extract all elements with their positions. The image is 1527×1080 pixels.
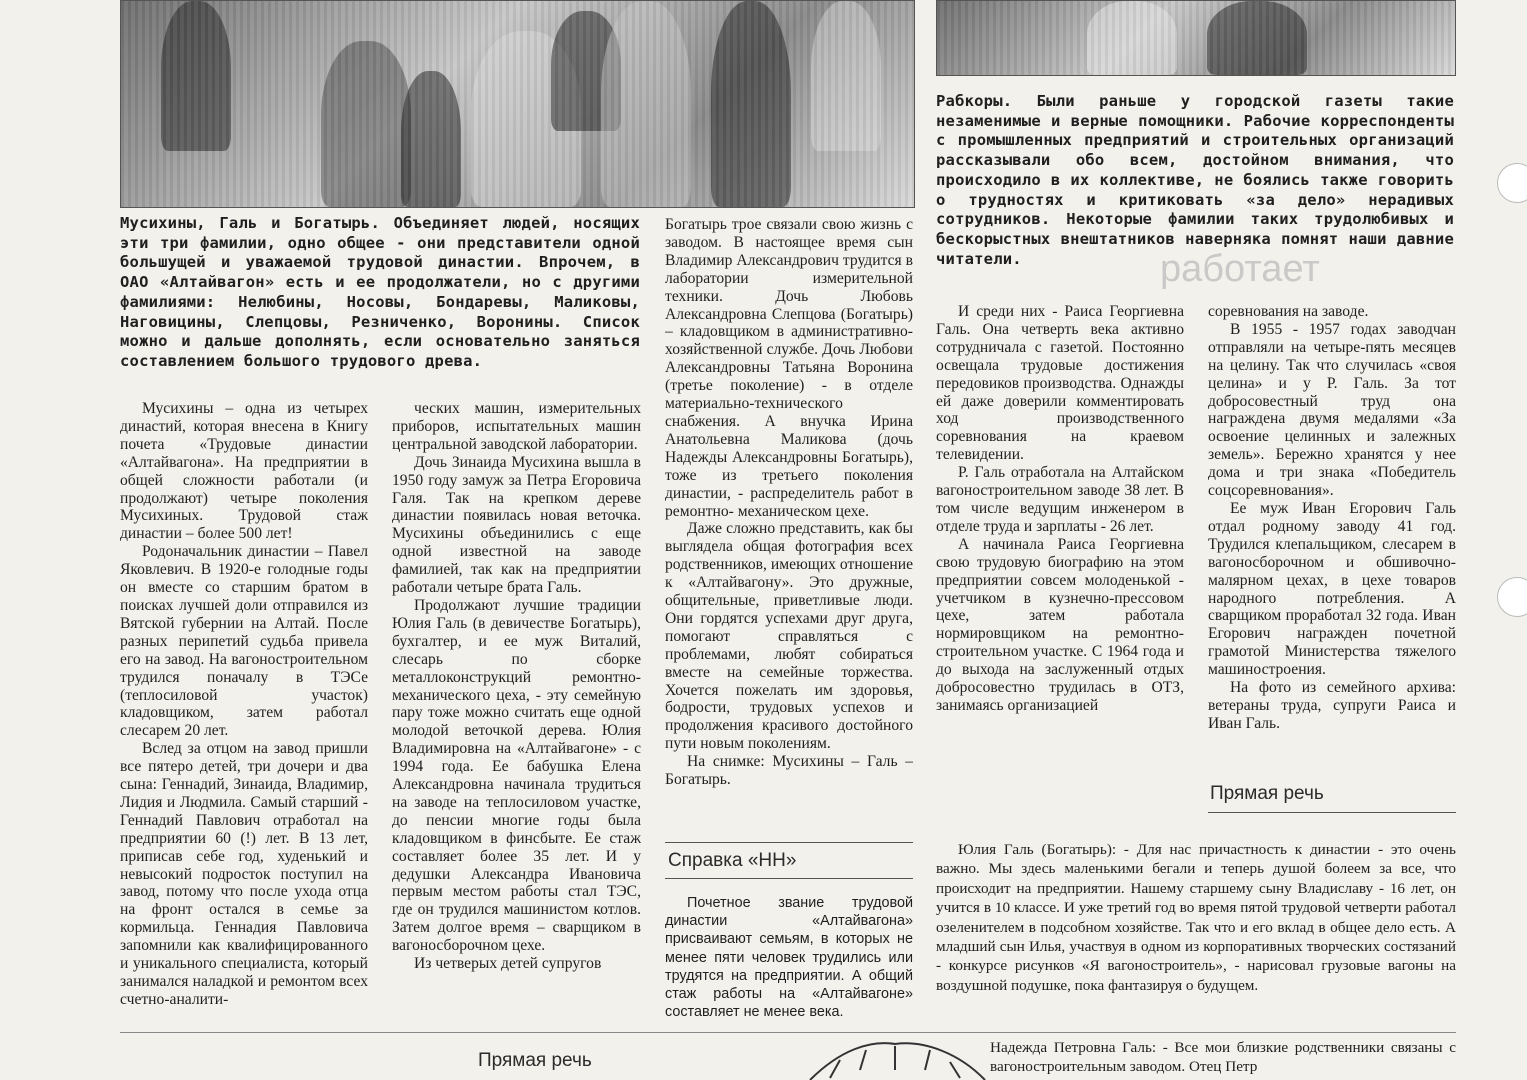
paragraph: Ее муж Иван Егорович Галь отдал родному заводу 41 год. Трудился клепальщиком, слесарем в вагоносборочном и обшивочно-малярном цехах, в цехе товаров народного потребления. А сварщиком проработал 32 года. Иван Егорович награжден почетной грамотой Министерства тяжелого машиностроения. xyxy=(1208,499,1456,679)
article-column-1 xyxy=(120,400,368,1026)
spravka-text: Почетное звание трудовой династии «Алтайвагона» присваивают семьям, в которых не менее пяти человек трудились или трудятся на предприятии. А общий стаж работы на «Алтайвагоне» составляет не менее века. xyxy=(665,895,913,1021)
direct-speech-rule xyxy=(1208,812,1456,813)
couple-photo xyxy=(936,0,1456,76)
paragraph: Даже сложно представить, как бы выглядела общая фотография всех родственников, имеющих отношение к «Алтайвагону». Это дружные, общительные, приветливые люди. Они гордятся успехами друг друга, помогают справляться с проблемами, любят собираться вместе на семейные торжества. Хочется пожелать им здоровья, бодрости, трудовых успехов и продолжения красивого достойного пути новым поколениям. xyxy=(665,520,913,753)
paragraph: соревнования на заводе. xyxy=(1208,303,1369,320)
article-column-2 xyxy=(392,400,641,1026)
paragraph: ческих машин, измерительных приборов, испытательных машин центральной заводской лаборатории. xyxy=(392,400,641,453)
lead-paragraph-left: Мусихины, Галь и Богатырь. Объединяет людей, носящих эти три фамилии, одно общее - они представители одной большущей и уважаемой трудовой династии. Впрочем, в ОАО «Алтайвагон» есть и ее продолжатели, но с другими фамилиями: Нелюбины, Носовы, Бондаревы, Маликовы, Наговицины, Слепцовы, Резниченко, Воронины. Список можно и дальше дополнять, если основательно заняться составлением большого трудового древа. xyxy=(120,214,640,370)
article-column-5 xyxy=(1208,303,1456,743)
paragraph: Из четверых детей супругов xyxy=(414,955,602,973)
bottom-rule xyxy=(120,1032,1456,1033)
direct-speech-text: Юлия Галь (Богатырь): - Для нас причастность к династии - это очень важно. Мы здесь маленькими бегали и теперь душой болеем за все, что происходит на предприятии. Нашему старшему сыну Владиславу - 16 лет, он учится в 10 классе. И уже третий год во время пятой трудовой четверти работал озеленителем в подсобном хозяйстве. Так что и его вклад в общее дело есть. А младший сын Илья, участвуя в одном из корпоративных творческих состязаний - конкурсе рисунков «Я вагоностроитель», - нарисовал грузовые вагоны на воздушной подушке, пока фантазируя о будущем. xyxy=(936,841,1456,994)
direct-speech-heading: Прямая речь xyxy=(1210,783,1324,804)
article-column-4 xyxy=(936,303,1184,743)
article-column-3 xyxy=(665,216,913,828)
photo-caption: На фото из семейного архива: ветераны труда, супруги Раиса и Иван Галь. xyxy=(1208,679,1456,732)
paragraph: И среди них - Раиса Георгиевна Галь. Она четверть века активно сотрудничала с газетой. Постоянно освещала трудовые достижения передовиков производства. Однажды ей даже доверили комментировать ход производственного соревнования на краевом телевидении. xyxy=(936,303,1184,464)
lead-paragraph-right: Рабкоры. Были раньше у городской газеты такие незаменимые и верные помощники. Рабочие корреспонденты с промышленных предприятий и строительных организаций рассказывали обо всем, достойном внимания, что происходило в их коллективе, не боялись также говорить о трудностях и критиковать «за дело» нерадивых сотрудников. Некоторые фамилии таких трудолюбивых и бескорыстных внештатников наверняка помнят наши давние читатели. xyxy=(936,92,1454,268)
spravka-heading: Справка «НН» xyxy=(668,850,797,871)
paragraph: А начинала Раиса Георгиевна свою трудовую биографию на этом предприятии совсем молоденькой - учетчиком в кузнечно-прессовом цехе, затем работала нормировщиком на ремонтно-строительном участке. С 1964 года и до выхода на заслуженный отдых добросовестно трудилась в ОТЗ, занимаясь организацией xyxy=(936,535,1184,714)
direct-speech-2-text: Надежда Петровна Галь: - Все мои близкие родственники связаны с вагоностроительным заводом. Отец Петр xyxy=(990,1039,1456,1076)
paragraph: Р. Галь отработала на Алтайском вагоностроительном заводе 38 лет. В том числе ведущим инженером в отделе труда и зарплаты - 26 лет. xyxy=(936,464,1184,535)
paragraph: Мусихины – одна из четырех династий, которая внесена в Книгу почета «Трудовые династии «Алтайвагона». На предприятии в общей сложности работали (и продолжают) четыре поколения Мусихиных. Трудовой стаж династии – более 500 лет! xyxy=(120,400,368,543)
paragraph: Дочь Зинаида Мусихина вышла в 1950 году замуж за Петра Егоровича Галя. Так на крепком дереве династии появилась новая веточка. Мусихины объединились с еще одной известной на заводе фамилией, так как на предприятии работали четыре брата Галь. xyxy=(392,453,641,597)
family-photo xyxy=(120,0,915,208)
spravka-heading-rule xyxy=(665,878,913,879)
spravka-top-rule xyxy=(665,842,913,843)
paragraph: Богатырь трое связали свою жизнь с заводом. В настоящее время сын Владимир Александрович трудится в лаборатории измерительной техники. Дочь Любовь Александровна Слепцова (Богатырь) – кладовщиком в административно-хозяйственной службе. Дочь Любови Александровны Татьяна Воронина (третье поколение) - в отделе материально-технического снабжения. А внучка Ирина Анатольевна Маликова (дочь Надежды Александровны Богатырь), тоже из третьего поколения династии, - распределитель работ в ремонтно- механическом цехе. xyxy=(665,216,913,520)
punch-hole xyxy=(1497,577,1527,617)
paragraph: В 1955 - 1957 годах заводчан отправляли на четыре-пять месяцев на целину. Так что случилась «своя целина» и у Р. Галь. За тот добросовестный труд она награждена двумя медалями «За освоение целинных и залежных земель». Бережно хранятся у нее дома и три знака «Победитель соцсоревнования». xyxy=(1208,320,1456,500)
paragraph: Вслед за отцом на завод пришли все пятеро детей, три дочери и два сына: Геннадий, Зинаида, Владимир, Лидия и Людмила. Самый старший - Геннадий Павлович отработал на предприятии 60 (!) лет. В 13 лет, приписав себе год, худенький и невысокий подросток поступил на завод, потому что после ухода отца на фронт остался в семье за кормильца. Геннадия Павловича запомнили как квалифицированного и уникального специалиста, который занимался наладкой и ремонтом всех счетно-аналити- xyxy=(120,740,368,1008)
direct-speech-2-heading: Прямая речь xyxy=(478,1050,592,1071)
bleed-through-text: работает xyxy=(1160,248,1320,290)
photo-caption: На снимке: Мусихины – Галь –Богатырь. xyxy=(665,753,913,789)
punch-hole xyxy=(1497,163,1527,203)
tree-illustration xyxy=(800,1040,990,1080)
paragraph: Родоначальник династии – Павел Яковлевич. В 1920-е голодные годы он вместе со старшим братом в поисках лучшей доли отправился из Вятской губернии на Алтай. После разных перипетий судьба привела его на завод. На вагоностроительном трудился поначалу в ТЭСе (теплосиловой участок) кладовщиком, затем работал слесарем 20 лет. xyxy=(120,543,368,740)
paragraph: Продолжают лучшие традиции Юлия Галь (в девичестве Богатырь), бухгалтер, и ее муж Виталий, слесарь по сборке металлоконструкций ремонтно-механического цеха, - эту семейную пару тоже можно считать еще одной молодой веточкой дерева. Юлия Владимировна на «Алтайвагоне» - с 1994 года. Ее бабушка Елена Александровна начинала трудиться на заводе на теплосиловом участке, до пенсии многие годы была кладовщиком в финсбыте. Ее стаж составляет более 35 лет. И у дедушки Александра Ивановича первым местом работы стал ТЭС, где он трудился машинистом котлов. Затем долгое время – сварщиком в вагоносборочном цехе. xyxy=(392,596,641,955)
